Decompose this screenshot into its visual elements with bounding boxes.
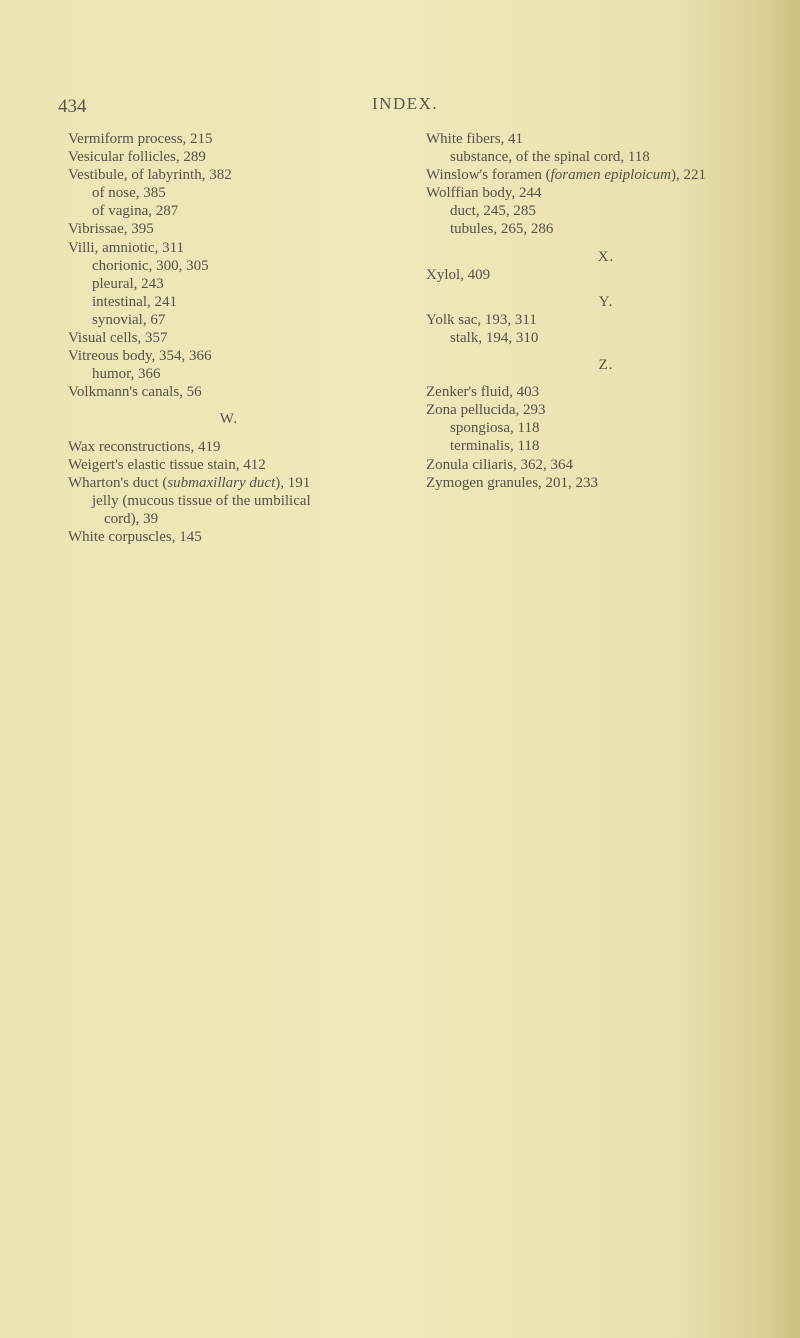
section-heading-z: Z. <box>598 357 614 374</box>
index-entry: Zymogen granules, 201, 233 <box>426 474 599 491</box>
index-subentry: synovial, 67 <box>92 311 166 328</box>
index-subentry: pleural, 243 <box>92 275 164 292</box>
index-entry: Zona pellucida, 293 <box>426 402 546 419</box>
entry-italic-text: foramen epiploicum <box>550 167 671 184</box>
index-subentry: chorionic, 300, 305 <box>92 257 209 274</box>
section-heading-y: Y. <box>598 293 614 310</box>
index-entry: White fibers, 41 <box>426 131 524 147</box>
entry-text: ), 221 <box>670 167 706 184</box>
index-subentry: substance, of the spinal cord, 118 <box>450 149 650 166</box>
index-section-v <box>68 130 390 401</box>
index-entry: Zonula ciliaris, 362, 364 <box>426 456 574 473</box>
index-subentry: jelly (mucous tissue of the umbilical <box>92 492 311 509</box>
index-entry: Vibrissae, 395 <box>68 221 154 238</box>
index-entry: White corpuscles, 145 <box>68 528 202 545</box>
index-subentry: stalk, 194, 310 <box>450 329 539 346</box>
section-heading-w: W. <box>219 411 239 428</box>
index-entry: Volkmann's canals, 56 <box>68 384 202 401</box>
index-subentry: of nose, 385 <box>92 185 166 202</box>
entry-text: ), 191 <box>275 474 311 491</box>
index-entry: Wax reconstructions, 419 <box>68 438 221 455</box>
index-entry: Zenker's fluid, 403 <box>426 384 540 401</box>
index-subentry: of vagina, 287 <box>92 203 179 220</box>
index-entry: Vestibule, of labyrinth, 382 <box>68 167 232 184</box>
index-entry: Yolk sac, 193, 311 <box>426 311 537 328</box>
index-subentry: intestinal, 241 <box>92 293 177 310</box>
index-entry: Villi, amniotic, 311 <box>68 239 185 256</box>
entry-text: Wharton's duct ( <box>68 474 168 491</box>
index-entry <box>426 166 786 184</box>
index-subentry: spongiosa, 118 <box>450 420 540 437</box>
running-head: INDEX. <box>372 94 439 113</box>
index-entry: Wolffian body, 244 <box>426 185 542 202</box>
index-entry: Weigert's elastic tissue stain, 412 <box>68 456 266 473</box>
index-column-left <box>68 130 390 546</box>
index-subentry: terminalis, 118 <box>450 438 540 455</box>
index-column-right <box>426 130 786 492</box>
entry-text: Winslow's foramen ( <box>426 167 551 184</box>
index-section-z <box>426 383 786 492</box>
entry-italic-text: submaxillary duct <box>167 474 276 491</box>
index-subentry: tubules, 265, 286 <box>450 221 554 238</box>
index-entry: Vitreous body, 354, 366 <box>68 348 212 365</box>
index-subentry: duct, 245, 285 <box>450 203 536 220</box>
index-entry: Visual cells, 357 <box>68 330 168 347</box>
index-entry: Vesicular follicles, 289 <box>68 149 206 166</box>
page-number: 434 <box>58 96 87 117</box>
section-heading-x: X. <box>597 248 615 265</box>
index-entry: Vermiform process, 215 <box>68 131 213 147</box>
index-subentry: humor, 366 <box>92 366 161 383</box>
index-entry: Xylol, 409 <box>426 266 491 283</box>
index-subentry-continuation: cord), 39 <box>104 510 159 527</box>
index-entry <box>68 474 390 492</box>
